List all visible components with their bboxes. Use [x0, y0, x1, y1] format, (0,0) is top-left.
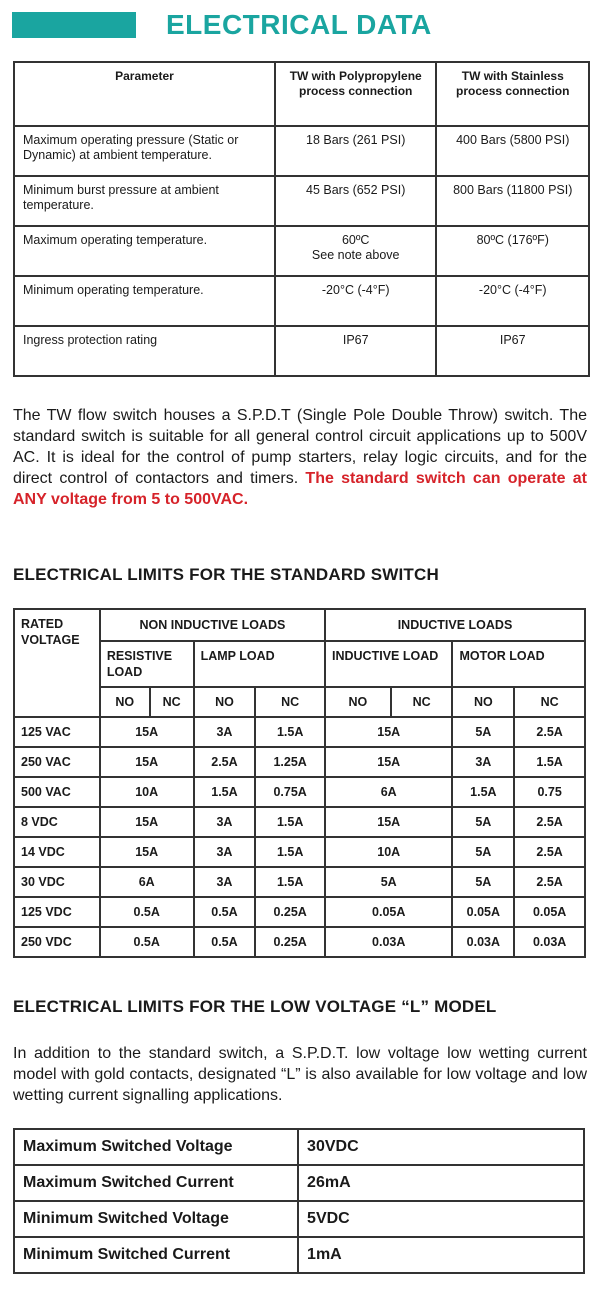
table-row [14, 1129, 584, 1165]
table-row [14, 897, 585, 927]
lamp-no-value: 0.5A [194, 897, 256, 927]
header-nc: NC [150, 687, 194, 717]
header-no: NO [452, 687, 514, 717]
motor-nc-value: 2.5A [514, 837, 585, 867]
low-voltage-limits-table [13, 1128, 585, 1274]
pp-value: IP67 [275, 326, 437, 376]
page-title: ELECTRICAL DATA [166, 9, 432, 40]
limit-label: Maximum Switched Current [14, 1165, 298, 1201]
table-row [14, 176, 589, 226]
limit-label: Minimum Switched Current [14, 1237, 298, 1273]
lamp-nc-value: 1.5A [255, 867, 325, 897]
header-no: NO [100, 687, 150, 717]
inductive-value: 0.03A [325, 927, 452, 957]
resistive-value: 0.5A [100, 927, 194, 957]
pp-value: -20°C (-4°F) [275, 276, 437, 326]
table-row [14, 226, 589, 276]
table-row [14, 1237, 584, 1273]
inductive-value: 15A [325, 807, 452, 837]
section-title-standard-switch: ELECTRICAL LIMITS FOR THE STANDARD SWITCH [13, 565, 439, 584]
lamp-no-value: 0.5A [194, 927, 256, 957]
motor-no-value: 5A [452, 867, 514, 897]
pressure-temperature-table [13, 61, 590, 377]
lamp-nc-value: 1.5A [255, 807, 325, 837]
param-cell: Minimum operating temperature. [14, 276, 275, 326]
pp-value-cell [275, 226, 437, 276]
motor-no-value: 5A [452, 837, 514, 867]
lamp-nc-value: 0.25A [255, 927, 325, 957]
inductive-value: 6A [325, 777, 452, 807]
lamp-no-value: 3A [194, 867, 256, 897]
ss-value: 800 Bars (11800 PSI) [436, 176, 589, 226]
resistive-value: 0.5A [100, 897, 194, 927]
table-row [14, 276, 589, 326]
motor-no-value: 5A [452, 717, 514, 747]
motor-nc-value: 2.5A [514, 807, 585, 837]
resistive-value: 6A [100, 867, 194, 897]
inductive-value: 15A [325, 717, 452, 747]
rated-voltage-cell: 125 VAC [14, 717, 100, 747]
header-nc: NC [255, 687, 325, 717]
lamp-no-value: 3A [194, 717, 256, 747]
header-no: NO [325, 687, 391, 717]
table-row [14, 777, 585, 807]
motor-nc-value: 0.05A [514, 897, 585, 927]
motor-no-value: 3A [452, 747, 514, 777]
switch-description [13, 405, 587, 510]
param-cell: Minimum burst pressure at ambient temperature. [14, 176, 275, 226]
table-row [14, 717, 585, 747]
header-non-inductive: NON INDUCTIVE LOADS [100, 609, 325, 641]
header-inductive-load: INDUCTIVE LOAD [325, 641, 452, 687]
table3-body [14, 1129, 584, 1273]
resistive-value: 10A [100, 777, 194, 807]
param-cell: Maximum operating temperature. [14, 226, 275, 276]
rated-voltage-cell: 30 VDC [14, 867, 100, 897]
voltage-highlight: The standard switch can operate at ANY voltage from 5 to 500VAC. [13, 470, 588, 508]
motor-nc-value: 2.5A [514, 717, 585, 747]
motor-nc-value: 0.03A [514, 927, 585, 957]
lamp-no-value: 1.5A [194, 777, 256, 807]
motor-no-value: 0.05A [452, 897, 514, 927]
lamp-nc-value: 1.5A [255, 837, 325, 867]
table-row [14, 1201, 584, 1237]
rated-voltage-cell: 250 VAC [14, 747, 100, 777]
lamp-nc-value: 0.75A [255, 777, 325, 807]
pp-value: 60ºC [341, 233, 370, 247]
ss-value: 80ºC (176ºF) [436, 226, 589, 276]
param-cell: Ingress protection rating [14, 326, 275, 376]
ss-value: IP67 [436, 326, 589, 376]
table-header-row [14, 62, 589, 126]
inductive-value: 15A [325, 747, 452, 777]
lamp-nc-value: 0.25A [255, 897, 325, 927]
resistive-value: 15A [100, 717, 194, 747]
page-header [12, 8, 592, 42]
rated-voltage-cell: 500 VAC [14, 777, 100, 807]
inductive-value: 5A [325, 867, 452, 897]
motor-nc-value: 1.5A [514, 747, 585, 777]
pp-value: 45 Bars (652 PSI) [275, 176, 437, 226]
ss-value: 400 Bars (5800 PSI) [436, 126, 589, 176]
pp-value: 18 Bars (261 PSI) [275, 126, 437, 176]
switch-description-text: The TW flow switch houses a S.P.D.T (Single Pole Double Throw) switch. The standard switch is suitable for all general control circuit applications up to 500V AC. It is ideal for the control of pump starters, relay logic circuits, and for the direct control of contactors and timers. [13, 407, 587, 487]
motor-no-value: 1.5A [452, 777, 514, 807]
motor-no-value: 0.03A [452, 927, 514, 957]
table-row [14, 1165, 584, 1201]
table2-body [14, 717, 585, 957]
header-parameter: Parameter [14, 62, 275, 126]
motor-no-value: 5A [452, 807, 514, 837]
header-row-3 [14, 687, 585, 717]
resistive-value: 15A [100, 747, 194, 777]
header-inductive: INDUCTIVE LOADS [325, 609, 585, 641]
limit-label: Minimum Switched Voltage [14, 1201, 298, 1237]
lamp-no-value: 3A [194, 837, 256, 867]
section-title-low-voltage: ELECTRICAL LIMITS FOR THE LOW VOLTAGE “L” MODEL [13, 997, 497, 1016]
lamp-no-value: 3A [194, 807, 256, 837]
limit-value: 1mA [298, 1237, 584, 1273]
table-row [14, 126, 589, 176]
rated-voltage-cell: 14 VDC [14, 837, 100, 867]
resistive-value: 15A [100, 807, 194, 837]
header-motor: MOTOR LOAD [452, 641, 585, 687]
motor-nc-value: 0.75 [514, 777, 585, 807]
table-row [14, 927, 585, 957]
table-row [14, 807, 585, 837]
header-resistive: RESISTIVE LOAD [100, 641, 194, 687]
param-cell: Maximum operating pressure (Static or Dynamic) at ambient temperature. [14, 126, 275, 176]
rated-voltage-cell: 250 VDC [14, 927, 100, 957]
header-rated-voltage: RATED VOLTAGE [14, 609, 100, 717]
standard-switch-limits-table [13, 608, 586, 958]
header-no: NO [194, 687, 256, 717]
header-nc: NC [514, 687, 585, 717]
header-nc: NC [391, 687, 453, 717]
resistive-value: 15A [100, 837, 194, 867]
pp-note: See note above [311, 248, 400, 262]
table-row [14, 326, 589, 376]
rated-voltage-cell: 8 VDC [14, 807, 100, 837]
low-voltage-description: In addition to the standard switch, a S.P.D.T. low voltage low wetting current model with gold contacts, designated “L” is also available for low voltage and low wetting current signalling applications. [13, 1045, 587, 1104]
header-stainless: TW with Stainless process connection [436, 62, 589, 126]
table-row [14, 747, 585, 777]
lamp-nc-value: 1.5A [255, 717, 325, 747]
limit-value: 30VDC [298, 1129, 584, 1165]
limit-value: 5VDC [298, 1201, 584, 1237]
header-row-2 [14, 641, 585, 687]
ss-value: -20°C (-4°F) [436, 276, 589, 326]
limit-value: 26mA [298, 1165, 584, 1201]
lamp-no-value: 2.5A [194, 747, 256, 777]
motor-nc-value: 2.5A [514, 867, 585, 897]
rated-voltage-cell: 125 VDC [14, 897, 100, 927]
header-lamp: LAMP LOAD [194, 641, 325, 687]
header-polypropylene: TW with Polypropylene process connection [275, 62, 437, 126]
table-row [14, 867, 585, 897]
limit-label: Maximum Switched Voltage [14, 1129, 298, 1165]
inductive-value: 10A [325, 837, 452, 867]
inductive-value: 0.05A [325, 897, 452, 927]
header-accent-bar [12, 12, 136, 38]
lamp-nc-value: 1.25A [255, 747, 325, 777]
header-row-1 [14, 609, 585, 641]
table-row [14, 837, 585, 867]
